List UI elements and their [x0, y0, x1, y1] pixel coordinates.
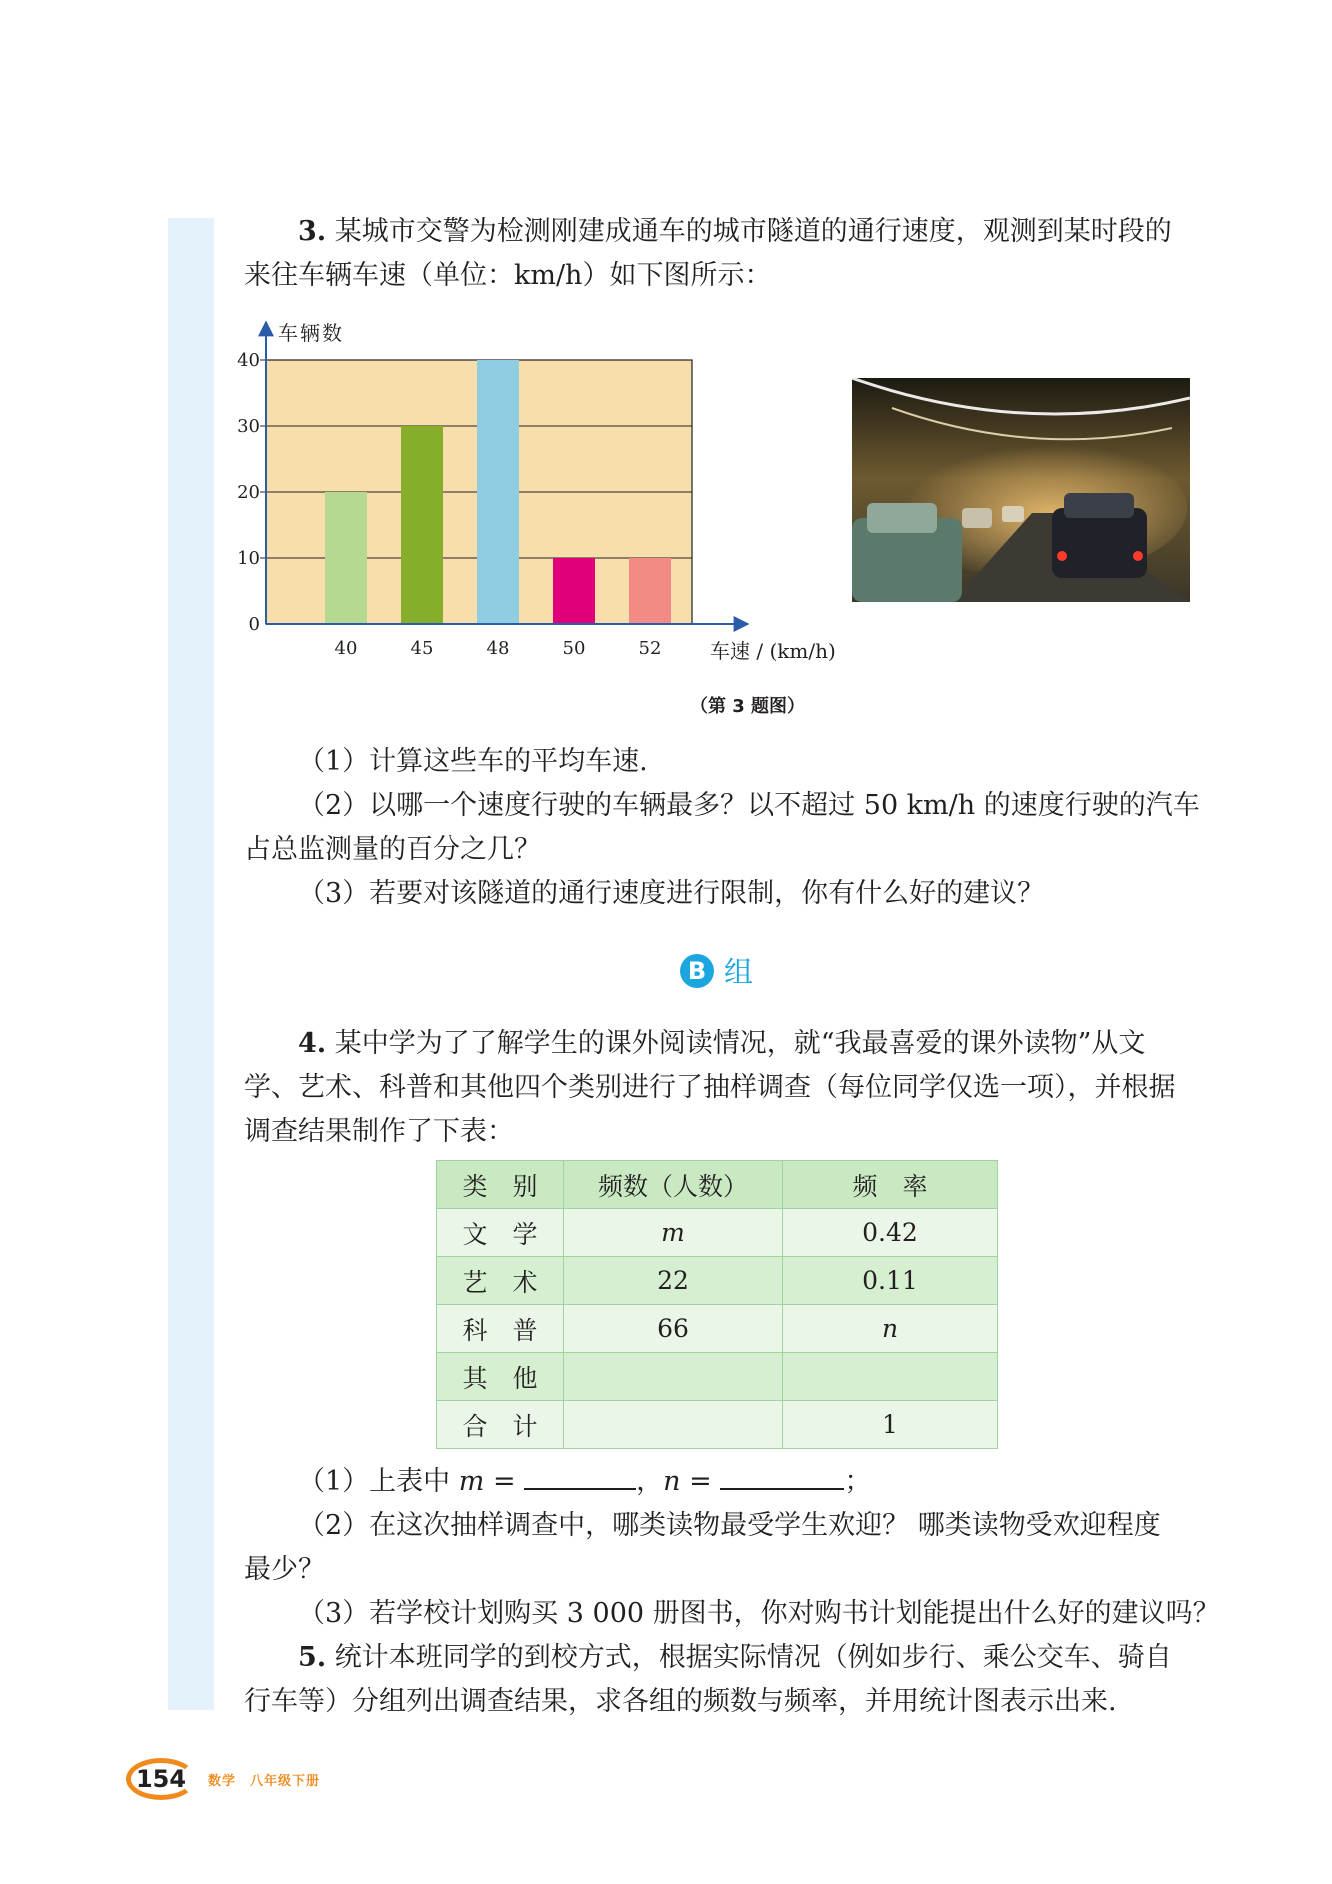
- q3-sub3: （3）若要对该隧道的通行速度进行限制，你有什么好的建议？: [298, 878, 1045, 909]
- tunnel-photo: [852, 378, 1190, 602]
- table-cell: 66: [564, 1305, 783, 1353]
- bar-45: [401, 426, 443, 624]
- bar-50: [553, 558, 595, 624]
- table-cell: 0.11: [783, 1257, 998, 1305]
- table-cell: 1: [783, 1401, 998, 1449]
- q4-sub2-line2: 最少？: [244, 1554, 325, 1585]
- q3-sub1: （1）计算这些车的平均车速.: [298, 746, 648, 777]
- page-footer: [126, 1758, 320, 1800]
- separator: ，: [636, 1466, 664, 1497]
- book-title: 数学 八年级下册: [208, 1773, 321, 1789]
- q4-text: 某中学为了了解学生的课外阅读情况，就“我最喜爱的课外读物”从文学、艺术、科普和其他四个类别进行了抽样调查（每位同学仅选一项），并根据调查结果制作了下表：: [244, 1028, 1176, 1147]
- q3-number: 3.: [298, 216, 327, 247]
- q4-sub2-line1: （2）在这次抽样调查中，哪类读物最受学生欢迎？ 哪类读物受欢迎程度: [298, 1510, 1161, 1541]
- table-cell: [564, 1353, 783, 1401]
- y-tick-label: 20: [237, 482, 260, 503]
- y-tick-label: 0: [248, 614, 260, 635]
- x-tick-label: 45: [410, 638, 434, 659]
- table-header-cell: 频 率: [783, 1161, 998, 1209]
- x-tick-label: 40: [334, 638, 358, 659]
- var-n: n: [663, 1466, 681, 1497]
- table-cell: 22: [564, 1257, 783, 1305]
- bar-52: [629, 558, 671, 624]
- q4-stem: [244, 1022, 1194, 1154]
- table-cell: n: [783, 1305, 998, 1353]
- table-row: [437, 1401, 998, 1449]
- table-cell: [564, 1401, 783, 1449]
- q3-sub2-line2: 占总监测量的百分之几？: [244, 834, 541, 865]
- table-cell: 艺 术: [437, 1257, 564, 1305]
- equals-sign: =: [484, 1466, 525, 1497]
- table-cell: m: [564, 1209, 783, 1257]
- q5-number: 5.: [298, 1642, 327, 1673]
- table-header-cell: 类 别: [437, 1161, 564, 1209]
- y-axis-label: 车辆数: [278, 321, 344, 345]
- x-tick-label: 50: [562, 638, 586, 659]
- page-number: 154: [126, 1758, 196, 1800]
- x-tick-label: 52: [638, 638, 662, 659]
- table-cell: 文 学: [437, 1209, 564, 1257]
- table-row: [437, 1209, 998, 1257]
- q3-text: 某城市交警为检测刚建成通车的城市隧道的通行速度，观测到某时段的来往车辆车速（单位：km/h）如下图所示：: [244, 216, 1172, 291]
- q3-stem: [244, 210, 1194, 298]
- bar-48: [477, 360, 519, 624]
- frequency-table: [436, 1160, 998, 1449]
- table-row: [437, 1257, 998, 1305]
- line-end: ；: [844, 1466, 872, 1497]
- q5-line1: [298, 1636, 1172, 1680]
- equals-sign: =: [680, 1466, 721, 1497]
- x-axis-label: 车速 / (km/h): [710, 639, 836, 663]
- y-tick-label: 30: [237, 416, 260, 437]
- q3-sub2-line1: （2）以哪一个速度行驶的车辆最多？以不超过 50 km/h 的速度行驶的汽车: [298, 790, 1200, 821]
- x-tick-label: 48: [486, 638, 510, 659]
- table-header-row: [437, 1161, 998, 1209]
- q4-number: 4.: [298, 1028, 327, 1059]
- table-cell: 其 他: [437, 1353, 564, 1401]
- bar-40: [325, 492, 367, 624]
- bar-chart: [230, 318, 860, 668]
- figure-caption: （第 3 题图）: [690, 696, 806, 717]
- table-cell: [783, 1353, 998, 1401]
- answer-blank-n[interactable]: [720, 1462, 844, 1490]
- q4-sub1: [298, 1460, 871, 1504]
- var-m: m: [458, 1466, 485, 1497]
- table-cell: 0.42: [783, 1209, 998, 1257]
- table-cell: 科 普: [437, 1305, 564, 1353]
- group-b-label: 组: [724, 955, 754, 989]
- y-tick-label: 10: [237, 548, 260, 569]
- q5-line2: 行车等）分组列出调查结果，求各组的频数与频率，并用统计图表示出来.: [244, 1686, 1117, 1717]
- margin-sidebar: [168, 218, 214, 1710]
- answer-blank-m[interactable]: [524, 1462, 636, 1490]
- table-row: [437, 1353, 998, 1401]
- group-b-badge: B: [680, 954, 714, 988]
- q4-sub1-prefix: （1）上表中: [298, 1466, 459, 1497]
- table-cell: 合 计: [437, 1401, 564, 1449]
- table-header-cell: 频数（人数）: [564, 1161, 783, 1209]
- y-tick-label: 40: [237, 350, 260, 371]
- table-row: [437, 1305, 998, 1353]
- group-b-heading: [680, 950, 753, 991]
- q5-text-1: 统计本班同学的到校方式，根据实际情况（例如步行、乘公交车、骑自: [334, 1642, 1172, 1673]
- q4-sub3: （3）若学校计划购买 3 000 册图书，你对购书计划能提出什么好的建议吗？: [298, 1598, 1220, 1629]
